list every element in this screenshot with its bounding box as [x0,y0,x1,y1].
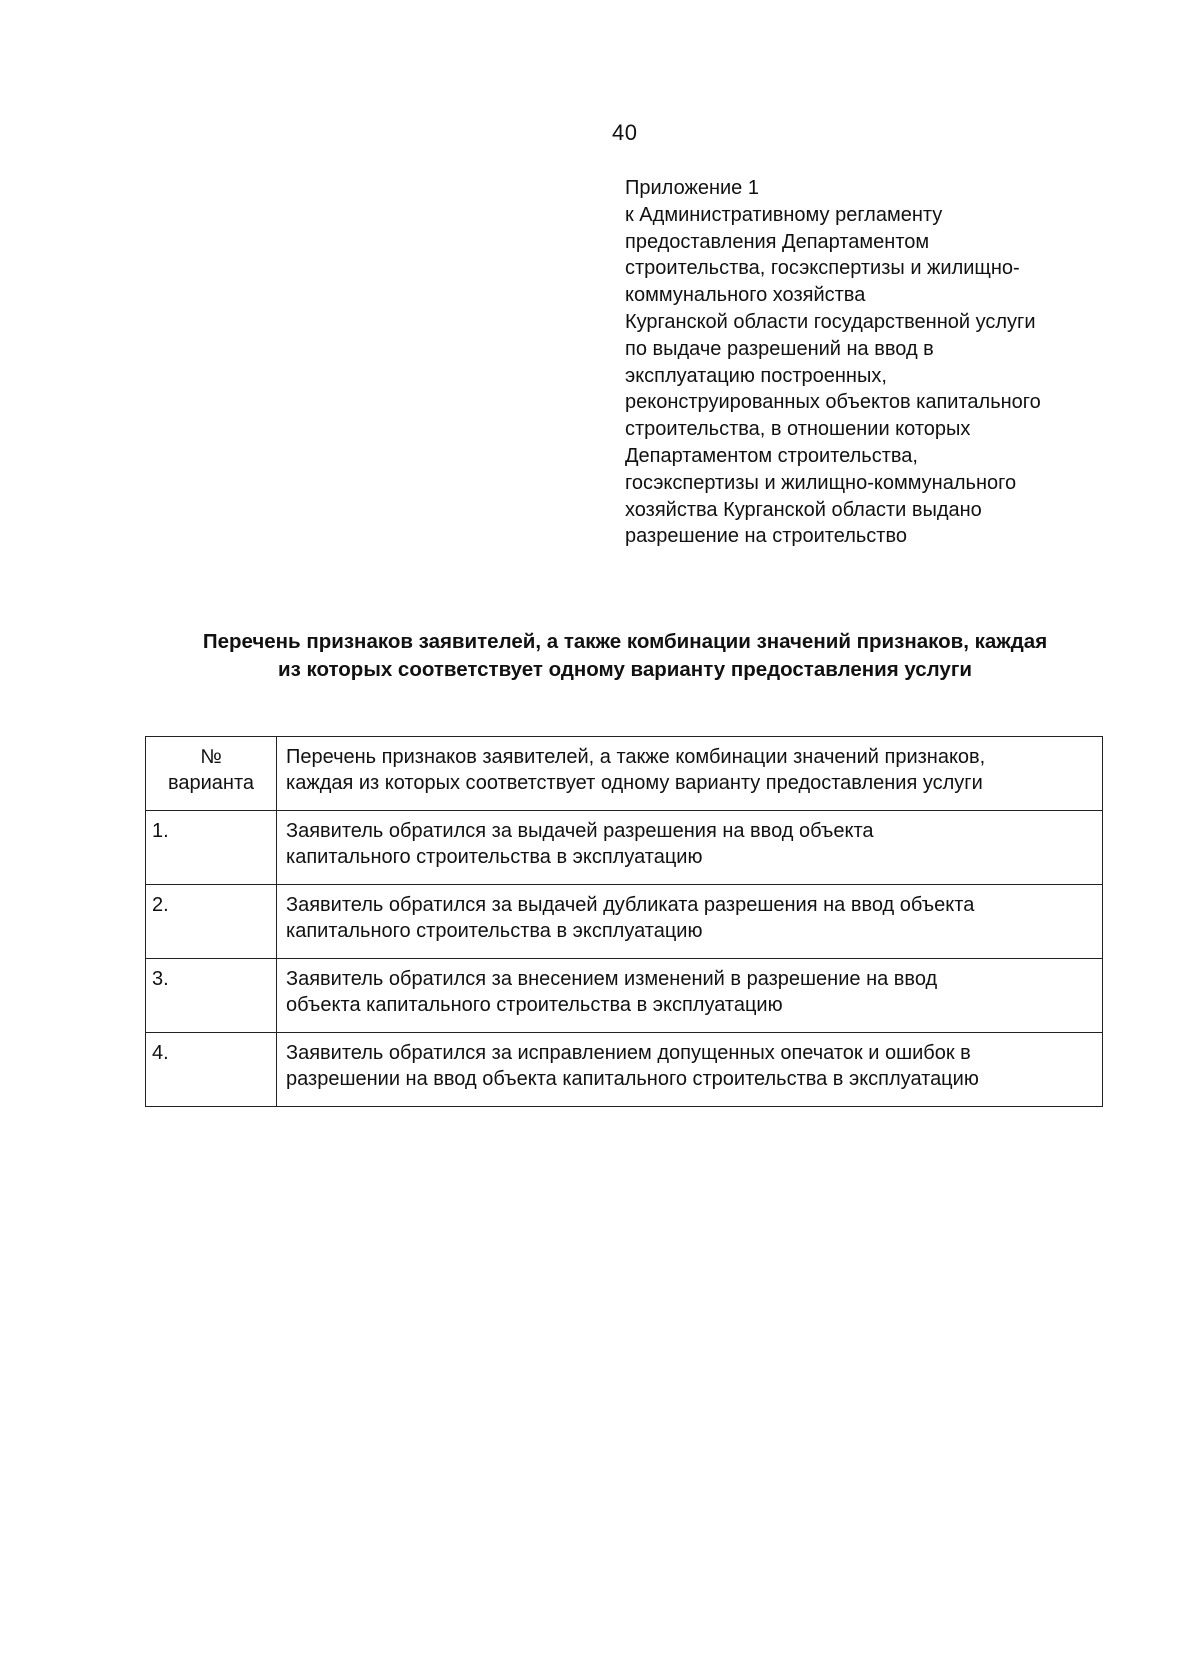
description-line: Заявитель обратился за внесением изменений в разрешение на ввод [286,968,938,990]
appendix-line: разрешение на строительство [625,525,907,548]
description-line: Заявитель обратился за выдачей разрешения на ввод объекта [286,820,874,842]
table-row [146,959,1103,1033]
table-row [146,1033,1103,1107]
variant-description [277,959,1103,1033]
appendix-line: строительства, госэкспертизы и жилищно- [625,257,1020,280]
table-row [146,885,1103,959]
header-desc-line: Перечень признаков заявителей, а также комбинации значений признаков, [286,746,986,768]
variant-number: 2. [146,885,277,959]
description-line: капитального строительства в эксплуатацию [286,846,703,868]
appendix-line: по выдаче разрешений на ввод в [625,337,934,360]
table-row [146,811,1103,885]
header-num-line: варианта [167,772,255,794]
variant-description [277,1033,1103,1107]
header-description [277,737,1103,811]
description-line: Заявитель обратился за выдачей дубликата разрешения на ввод объекта [286,894,975,916]
document-title [130,628,1120,684]
variant-number: 4. [146,1033,277,1107]
appendix-line: Приложение 1 [625,177,759,199]
appendix-line: госэкспертизы и жилищно-коммунального [625,471,1017,494]
description-line: объекта капитального строительства в эксплуатацию [286,994,783,1016]
appendix-line: строительства, в отношении которых [625,418,971,441]
variants-table [145,736,1103,1107]
appendix-line: Курганской области государственной услуги [625,310,1036,333]
description-line: разрешении на ввод объекта капитального строительства в эксплуатацию [286,1068,979,1090]
appendix-line: реконструированных объектов капитального [625,391,1041,414]
header-variant-number [146,737,277,811]
variant-description [277,885,1103,959]
title-line-1: Перечень признаков заявителей, а также комбинации значений признаков, каждая [202,630,1048,653]
appendix-line: хозяйства Курганской области выдано [625,498,982,521]
appendix-line: коммунального хозяйства [625,284,866,307]
description-line: капитального строительства в эксплуатацию [286,920,703,942]
appendix-line: предоставления Департаментом [625,230,930,253]
variant-number: 1. [146,811,277,885]
appendix-block [625,175,1125,550]
appendix-line: эксплуатацию построенных, [625,364,887,387]
table-header-row [146,737,1103,811]
variant-description [277,811,1103,885]
description-line: Заявитель обратился за исправлением допущенных опечаток и ошибок в [286,1042,971,1064]
variant-number: 3. [146,959,277,1033]
header-num-line: № [200,746,222,768]
page-number: 40 [612,120,638,145]
appendix-line: к Административному регламенту [625,203,943,226]
appendix-line: Департаментом строительства, [625,444,918,467]
title-line-2: из которых соответствует одному варианту предоставления услуги [278,658,972,681]
header-desc-line: каждая из которых соответствует одному варианту предоставления услуги [286,772,983,794]
